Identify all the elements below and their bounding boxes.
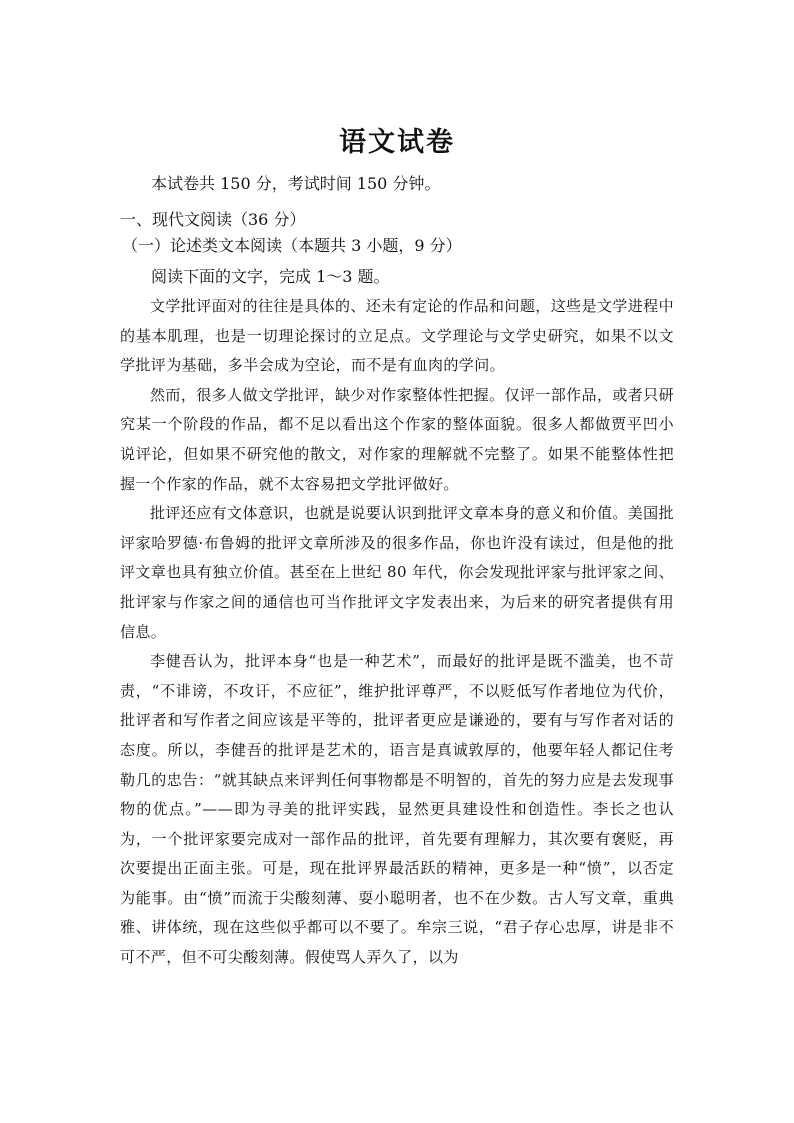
reading-instruction: 阅读下面的文字，完成 1～3 题。 [151,267,390,286]
passage-paragraph-4: 李健吾认为，批评本身“也是一种艺术”，而最好的批评是既不滥美，也不苛责，“不诽谤，不攻讦，不应征”，维护批评尊严，不以贬低写作者地位为代价，批评者和写作者之间应该是平等的，批评者更应是谦逊的，要有与写作者对话的态度。所以，李健吾的批评是艺术的，语言是真诚敦厚的，他要年轻人都记住考勒几的忠告：“就其缺点来评判任何事物都是不明智的，首先的努力应是去发现事物的优点。”——即为寻美的批评实践，显然更具建设性和创造性。李长之也认为，一个批评家要完成对一部作品的批评，首先要有理解力，其次要有褒贬，再次要提出正面主张。可是，现在批评界最活跃的精神，更多是一种“愤”，以否定为能事。由“愤”而流于尖酸刻薄、耍小聪明者，也不在少数。古人写文章，重典雅、讲体统，现在这些似乎都可以不要了。牟宗三说，“君子存心忠厚，讲是非不可不严，但不可尖酸刻薄。假使骂人弄久了，以为 [120,652,674,967]
subsection-heading: （一）论述类文本阅读（本题共 3 小题，9 分） [122,236,462,255]
passage-paragraph-2: 然而，很多人做文学批评，缺少对作家整体性把握。仅评一部作品，或者只研究某一个阶段的作品，都不足以看出这个作家的整体面貌。很多人都做贾平凹小说评论，但如果不研究他的散文，对作家的理解就不完整了。如果不能整体性把握一个作家的作品，就不太容易把文学批评做好。 [120,385,674,493]
passage-paragraph-1: 文学批评面对的往往是具体的、还未有定论的作品和问题，这些是文学进程中的基本肌理，也是一切理论探讨的立足点。文学理论与文学史研究，如果不以文学批评为基础，多半会成为空论，而不是有血肉的学问。 [120,297,674,375]
page-title: 语文试卷 [339,127,455,158]
exam-info: 本试卷共 150 分，考试时间 150 分钟。 [151,174,441,193]
section-heading: 一、现代文阅读（36 分） [120,210,306,229]
passage-paragraph-3: 批评还应有文体意识，也就是说要认识到批评文章本身的意义和价值。美国批评家哈罗德·布鲁姆的批评文章所涉及的很多作品，你也许没有读过，但是他的批评文章也具有独立价值。甚至在上世纪 80 年代，你会发现批评家与批评家之间、批评家与作家之间的通信也可当作批评文字发表出来，为后来的研究者提供有用信息。 [120,504,674,641]
passage-body [120,292,674,973]
